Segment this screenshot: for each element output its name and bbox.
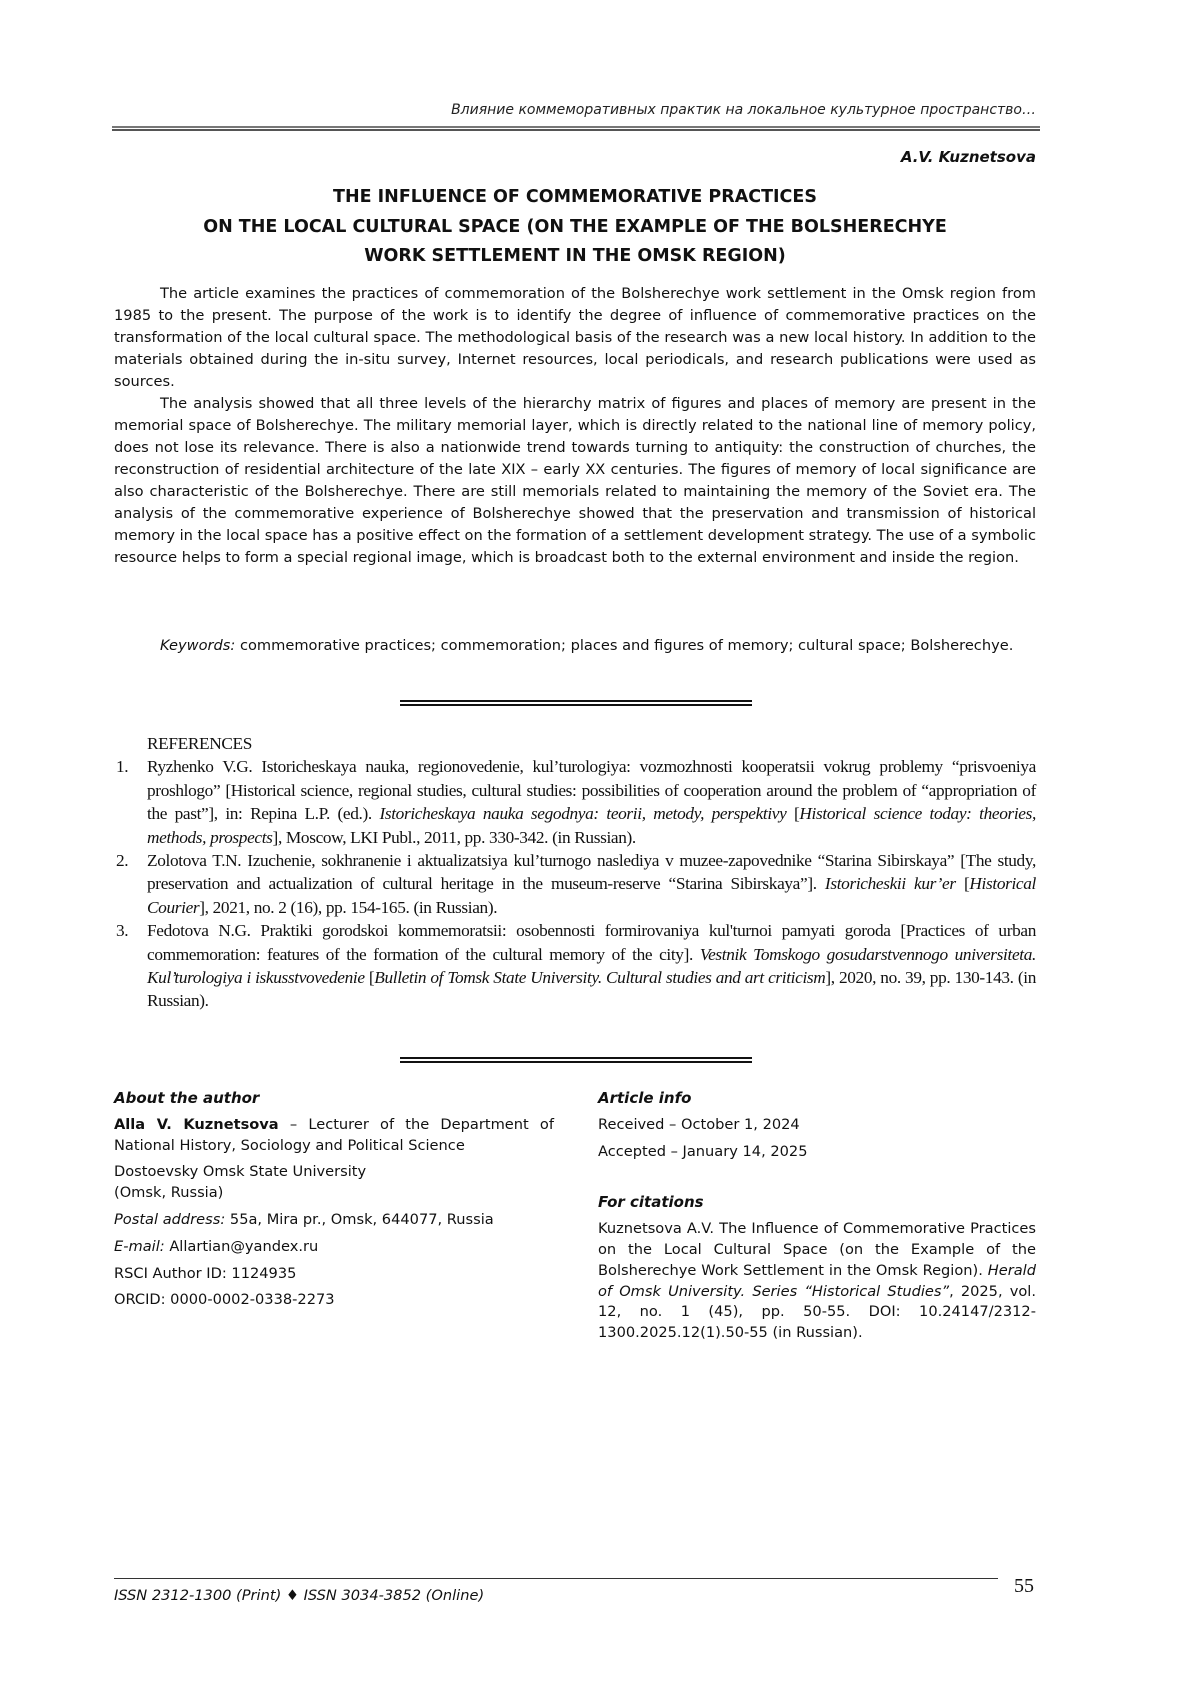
postal-address: 55a, Mira pr., Omsk, 644077, Russia [225, 1210, 494, 1228]
article-info [598, 1088, 1036, 1350]
reference-number: 1. [116, 757, 129, 777]
about-author-heading: About the author [114, 1089, 260, 1107]
section-divider [400, 700, 752, 706]
reference-item [114, 919, 1036, 1013]
references [114, 732, 1036, 1013]
reference-text: Fedotova N.G. Praktiki gorodskoi kommemoratsii: osobennosti formirovaniya kul'turnoi pamyati goroda [Practices of urban commemoration: features of the formation of the cultural memory of the city]. [147, 921, 1036, 964]
header-rule [112, 126, 1040, 131]
reference-source-translation: Historical science today: theories, methods, prospects [147, 804, 1036, 847]
author-affiliation [114, 1162, 554, 1204]
postal-label: Postal address: [114, 1210, 226, 1228]
about-author [114, 1088, 554, 1317]
author-postal [114, 1210, 554, 1231]
reference-source: Istoricheskii kur’er [824, 874, 956, 894]
reference-number: 2. [116, 851, 129, 871]
article-author: A.V. Kuznetsova [900, 148, 1036, 166]
reference-source-translation: Historical Courier [147, 874, 1036, 917]
article-title [114, 183, 1036, 272]
reference-source: Istoricheskaya nauka segodnya: teorii, metody, perspektivy [379, 804, 787, 824]
reference-source-translation: Bulletin of Tomsk State University. Cultural studies and art criticism [374, 968, 826, 988]
author-name: Alla V. Kuznetsova [114, 1115, 279, 1133]
title-line: WORK SETTLEMENT IN THE OMSK REGION) [364, 246, 786, 266]
reference-text: Ryzhenko V.G. Istoricheskaya nauka, regionovedenie, kul’turologiya: vozmozhnosti kooperatsii vokrug problemy “prisvoeniya proshlogo” [Historical science, regional studies, cultural studies: possibilities of cooperation around the problem of “appropriation of the past”], in: Repina L.P. (ed.). [147, 757, 1036, 824]
author-rsci: RSCI Author ID: 1124935 [114, 1264, 297, 1282]
accepted-date: Accepted – January 14, 2025 [598, 1142, 808, 1160]
author-orcid: ORCID: 0000-0002-0338-2273 [114, 1291, 335, 1309]
abstract [114, 283, 1036, 569]
reference-source: Vestnik Tomskogo gosudarstvennogo universiteta. Kul’turologiya i iskusstvovedenie [147, 944, 1036, 988]
reference-item [114, 849, 1036, 919]
title-line: THE INFLUENCE OF COMMEMORATIVE PRACTICES [333, 187, 817, 207]
reference-text: ], 2020, no. 39, pp. 130-143. (in Russian). [147, 968, 1036, 1011]
author-email [114, 1237, 554, 1258]
reference-text: Zolotova T.N. Izuchenie, sokhranenie i aktualizatsiya kul’turnogo naslediya v muzee-zapovednike “Starina Sibirskaya” [The study, preservation and actualization of cultural heritage in the museum-reserve “Starina Sibirskaya”]. [147, 851, 1036, 894]
received-date: Received – October 1, 2024 [598, 1115, 800, 1133]
author-location: (Omsk, Russia) [114, 1184, 224, 1202]
abstract-paragraph: The analysis showed that all three levels of the hierarchy matrix of figures and places of memory are present in the memorial space of Bolsherechye. The military memorial layer, which is directly related to the national line of memory policy, does not lose its relevance. There is also a nationwide trend towards turning to antiquity: the construction of churches, the reconstruction of residential architecture of the late XIX – early XX centuries. The figures of memory of local significance are also characteristic of the Bolsherechye. There are still memorials related to maintaining the memory of the Soviet era. The analysis of the commemorative experience of Bolsherechye showed that the preservation and transmission of historical memory in the local space has a positive effect on the formation of a settlement development strategy. The use of a symbolic resource helps to form a special regional image, which is broadcast both to the external environment and inside the region. [114, 395, 1036, 566]
author-university: Dostoevsky Omsk State University [114, 1163, 367, 1181]
email-address[interactable]: Allartian@yandex.ru [164, 1237, 319, 1255]
running-title: Влияние коммеморативных практик на локальное культурное пространство… [451, 102, 1036, 118]
author-position [114, 1115, 554, 1157]
reference-text: [ [786, 804, 800, 824]
citation-main: Kuznetsova A.V. The Influence of Commemorative Practices on the Local Cultural Space (on the Example of the Bolsherechye Work Settlement in the Omsk Region). [598, 1220, 1036, 1279]
keywords [114, 635, 1036, 657]
citation-text [598, 1219, 1036, 1344]
citation-heading: For citations [598, 1193, 704, 1212]
citation-details: , 2025, vol. 12, no. 1 (45), pp. 50-55. DOI: 10.24147/2312-1300.2025.12(1).50-55 (in Russian). [598, 1282, 1036, 1342]
reference-text: [ [955, 874, 970, 894]
keywords-label: Keywords: [160, 637, 236, 654]
page-number: 55 [1014, 1575, 1034, 1597]
reference-item [114, 755, 1036, 849]
author-position-text: – Lecturer of the Department of National History, Sociology and Political Science [114, 1115, 555, 1154]
citation-journal: Herald of Omsk University. Series “Historical Studies” [598, 1261, 1036, 1300]
section-divider [400, 1057, 752, 1063]
abstract-paragraph: The article examines the practices of commemoration of the Bolsherechye work settlement in the Omsk region from 1985 to the present. The purpose of the work is to identify the degree of influence of commemorative practices on the transformation of the local cultural space. The methodological basis of the research was a new local history. In addition to the materials obtained during the in-situ survey, Internet resources, local periodicals, and research publications were used as sources. [114, 285, 1036, 390]
keywords-text: commemorative practices; commemoration; places and figures of memory; cultural space; Bolsherechye. [235, 637, 1014, 654]
article-info-heading: Article info [598, 1089, 692, 1107]
footer-issn: ISSN 2312-1300 (Print) ♦ ISSN 3034-3852 (Online) [114, 1587, 485, 1604]
title-line: ON THE LOCAL CULTURAL SPACE (ON THE EXAMPLE OF THE BOLSHERECHYE [203, 216, 947, 237]
reference-text: [ [364, 968, 375, 988]
references-heading: REFERENCES [147, 734, 253, 753]
reference-text: ], Moscow, LKI Publ., 2011, pp. 330-342. (in Russian). [272, 827, 636, 847]
email-label: E-mail: [114, 1237, 165, 1255]
footer-rule [114, 1578, 998, 1579]
reference-number: 3. [116, 921, 129, 941]
reference-text: ], 2021, no. 2 (16), pp. 154-165. (in Russian). [199, 897, 498, 917]
